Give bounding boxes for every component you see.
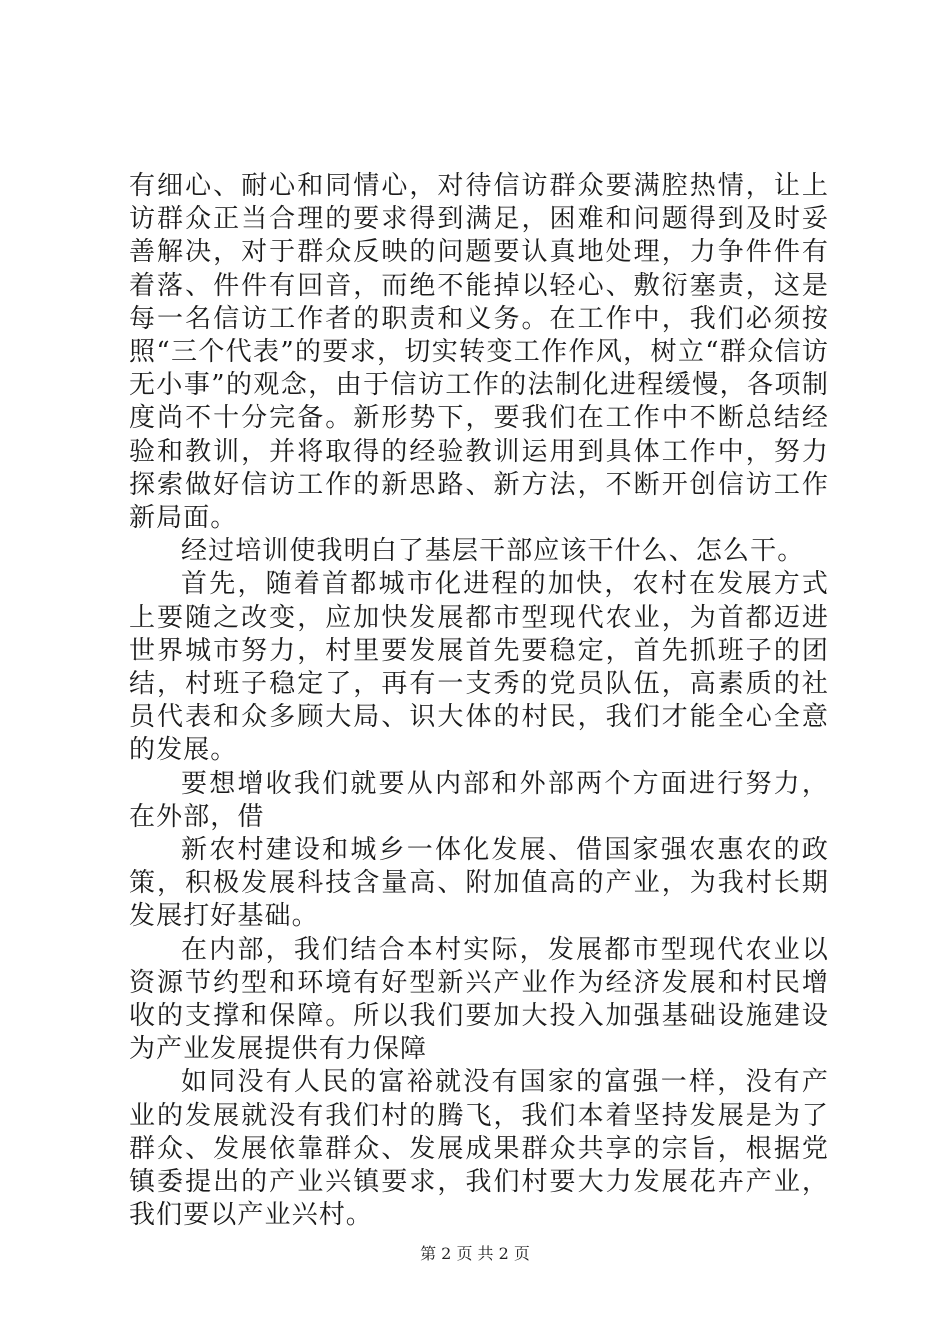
paragraph: 经过培训使我明白了基层干部应该干什么、怎么干。 [181, 536, 805, 567]
paragraph: 在内部，我们结合本村实际，发展都市型现代农业以资源节约型和环境有好型新兴产业作为经济发展和村民增收的支撑和保障。所以我们要加大投入加强基础设施建设为产业发展提供有力保障 [129, 934, 829, 1065]
document-body [129, 170, 829, 1233]
page-number-footer: 第 2 页 共 2 页 [420, 1244, 530, 1263]
paragraph: 有细心、耐心和同情心，对待信访群众要满腔热情，让上访群众正当合理的要求得到满足，困难和问题得到及时妥善解决，对于群众反映的问题要认真地处理，力争件件有着落、件件有回音，而绝不能掉以轻心、敷衍塞责，这是每一名信访工作者的职责和义务。在工作中，我们必须按照“三个代表”的要求，切实转变工作作风，树立“群众信访无小事”的观念，由于信访工作的法制化进程缓慢，各项制度尚不十分完备。新形势下，要我们在工作中不断总结经验和教训，并将取得的经验教训运用到具体工作中，努力探索做好信访工作的新思路、新方法，不断开创信访工作新局面。 [129, 171, 829, 534]
paragraph: 首先，随着首都城市化进程的加快，农村在发展方式上要随之改变，应加快发展都市型现代农业，为首都迈进世界城市努力，村里要发展首先要稳定，首先抓班子的团结，村班子稳定了，再有一支秀的党员队伍，高素质的社员代表和众多顾大局、识大体的村民，我们才能全心全意的发展。 [129, 569, 829, 766]
paragraph: 要想增收我们就要从内部和外部两个方面进行努力，在外部，借 [129, 768, 829, 832]
paragraph: 如同没有人民的富裕就没有国家的富强一样，没有产业的发展就没有我们村的腾飞，我们本着坚持发展是为了群众、发展依靠群众、发展成果群众共享的宗旨，根据党镇委提出的产业兴镇要求，我们村要大力发展花卉产业，我们要以产业兴村。 [129, 1067, 829, 1231]
paragraph: 新农村建设和城乡一体化发展、借国家强农惠农的政策，积极发展科技含量高、附加值高的产业，为我村长期发展打好基础。 [129, 835, 829, 932]
